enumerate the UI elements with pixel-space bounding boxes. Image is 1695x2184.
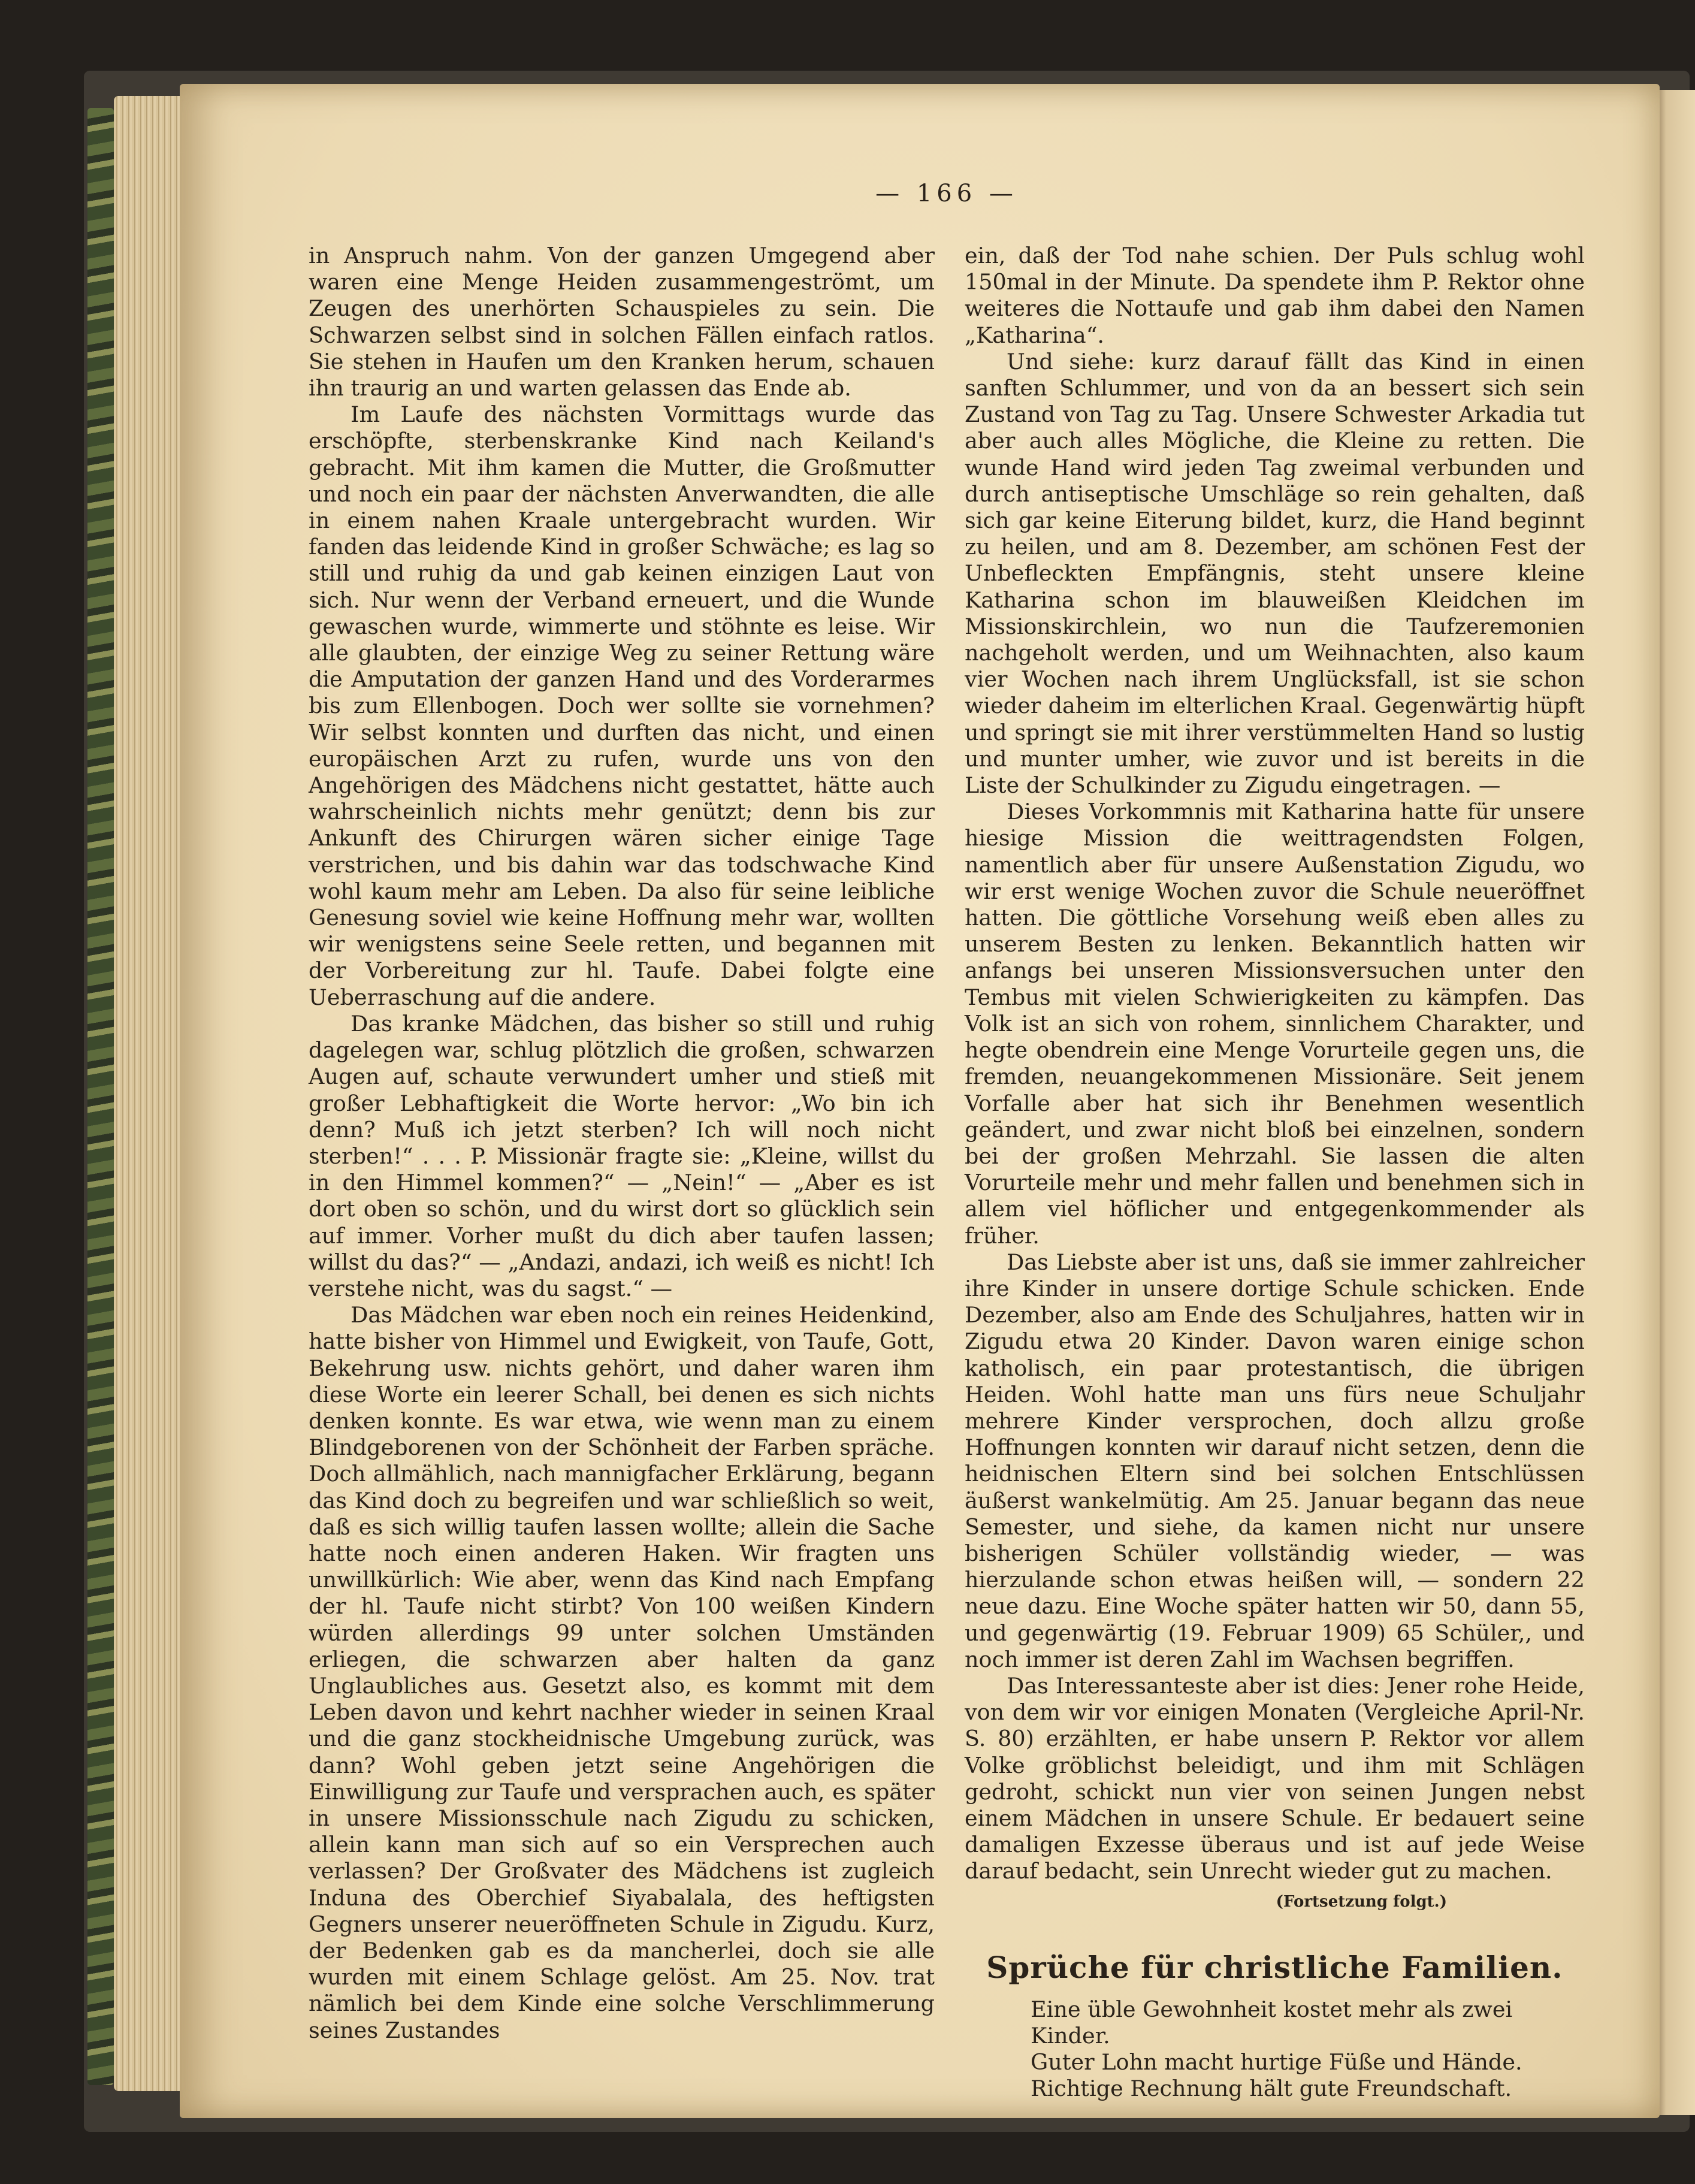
- sayings-section: [965, 1950, 1585, 2103]
- paragraph: Im Laufe des nächsten Vormittags wurde das erschöpfte, sterbenskranke Kind nach Keiland's gebracht. Mit ihm kamen die Mutter, die Großmutter und noch ein paar der nächsten Anverwandten, die alle in einem nahen Kraale untergebracht wurden. Wir fanden das leidende Kind in großer Schwäche; es lag so still und ruhig da und gab keinen einzigen Laut von sich. Nur wenn der Verband erneuert, und die Wunde gewaschen wurde, wimmerte und stöhnte es leise. Wir alle glaubten, der einzige Weg zu seiner Rettung wäre die Amputation der ganzen Hand und des Vorderarmes bis zum Ellenbogen. Doch wer sollte sie vornehmen? Wir selbst konnten und durften das nicht, und einen europäischen Arzt zu rufen, wurde uns von den Angehörigen des Mädchens nicht gestattet, hätte auch wahrscheinlich nichts mehr genützt; denn bis zur Ankunft des Chirurgen wären sicher einige Tage verstrichen, und bis dahin war das todschwache Kind wohl kaum mehr am Leben. Da also für seine leibliche Genesung soviel wie keine Hoffnung mehr war, wollten wir wenigstens seine Seele retten, und begannen mit der Vorbereitung zur hl. Taufe. Dabei folgte eine Ueberraschung auf die andere.: [309, 401, 935, 1010]
- paragraph: Das kranke Mädchen, das bisher so still und ruhig dagelegen war, schlug plötzlich die großen, schwarzen Augen auf, schaute verwundert umher und stieß mit großer Lebhaftigkeit die Worte hervor: „Wo bin ich denn? Muß ich jetzt sterben? Ich will noch nicht sterben!“ . . . P. Missionär fragte sie: „Kleine, willst du in den Himmel kommen?“ — „Nein!“ — „Aber es ist dort oben so schön, und du wirst dort so glücklich sein auf immer. Vorher mußt du dich aber taufen lassen; willst du das?“ — „Andazi, andazi, ich weiß es nicht! Ich verstehe nicht, was du sagst.“ —: [309, 1010, 935, 1301]
- paragraph: Das Liebste aber ist uns, daß sie immer zahlreicher ihre Kinder in unsere dortige Schule schicken. Ende Dezember, also am Ende des Schuljahres, hatten wir in Zigudu etwa 20 Kinder. Davon waren einige schon katholisch, ein paar protestantisch, die übrigen Heiden. Wohl hatte man uns fürs neue Schuljahr mehrere Kinder versprochen, doch allzu große Hoffnungen konnten wir darauf nicht setzen, denn die heidnischen Eltern sind bei solchen Entschlüssen äußerst wankelmütig. Am 25. Januar begann das neue Semester, und siehe, da kamen nicht nur unsere bisherigen Schüler vollständig wieder, — was hierzulande schon etwas heißen will, — sondern 22 neue dazu. Eine Woche später hatten wir 50, dann 55, und gegenwärtig (19. Februar 1909) 65 Schüler,, und noch immer ist deren Zahl im Wachsen begriffen.: [965, 1249, 1585, 1672]
- saying-line: Eine üble Gewohnheit kostet mehr als zwei Kinder.: [1031, 1996, 1513, 2049]
- saying-line: Richtige Rechnung hält gute Freundschaft.: [1031, 2076, 1512, 2102]
- page-number: — 166 —: [875, 180, 1018, 207]
- paragraph: in Anspruch nahm. Von der ganzen Umgegend aber waren eine Menge Heiden zusammengeströmt, um Zeugen des unerhörten Schauspieles zu sein. Die Schwarzen selbst sind in solchen Fällen einfach ratlos. Sie stehen in Haufen um den Kranken herum, schauen ihn traurig an und warten gelassen das Ende ab.: [309, 243, 935, 401]
- marbled-edge: [87, 108, 114, 2085]
- paragraph: Das Interessanteste aber ist dies: Jener rohe Heide, von dem wir vor einigen Monaten (Vergleiche April-Nr. S. 80) erzählten, er habe unsern P. Rektor vor allem Volke gröblichst beleidigt, und ihm mit Schlägen gedroht, schickt nun vier von seinen Jungen nebst einem Mädchen in unsere Schule. Er bedauert seine damaligen Exzesse überaus und ist auf jede Weise darauf bedacht, sein Unrecht wieder gut zu machen.: [965, 1672, 1585, 1884]
- saying-line: Guter Lohn macht hurtige Füße und Hände.: [1031, 2049, 1522, 2075]
- paragraph: Das Mädchen war eben noch ein reines Heidenkind, hatte bisher von Himmel und Ewigkeit, von Taufe, Gott, Bekehrung usw. nichts gehört, und daher waren ihm diese Worte ein leerer Schall, bei denen es sich nichts denken konnte. Es war etwa, wie wenn man zu einem Blindgeborenen von der Schönheit der Farben spräche. Doch allmählich, nach mannigfacher Erklärung, begann das Kind doch zu begreifen und war schließlich so weit, daß es sich willig taufen lassen wollte; allein die Sache hatte noch einen anderen Haken. Wir fragten uns unwillkürlich: Wie aber, wenn das Kind nach Empfang der hl. Taufe nicht stirbt? Von 100 weißen Kindern würden allerdings 99 unter solchen Umständen erliegen, die schwarzen aber halten da ganz Unglaubliches aus. Gesetzt also, es kommt mit dem Leben davon und kehrt nachher wieder in seinen Kraal und die ganz stockheidnische Umgebung zurück, was dann? Wohl geben jetzt seine Angehörigen die Einwilligung zur Taufe und versprachen auch, es später in unsere Missionsschule nach Zigudu zu schicken, allein kann man sich auf so ein Versprechen auch verlassen? Der Großvater des Mädchens ist zugleich Induna des Oberchief Siyabalala, des heftigsten Gegners unserer neueröffneten Schule in Zigudu. Kurz, der Bedenken gab es da mancherlei, doch sie alle wurden mit einem Schlage gelöst. Am 25. Nov. trat nämlich bei dem Kinde eine solche Verschlimmerung seines Zustandes: [309, 1302, 935, 2043]
- page-content: [309, 180, 1585, 2102]
- continued-note: (Fortsetzung folgt.): [1276, 1892, 1447, 1911]
- text-columns: [309, 243, 1585, 2102]
- sayings-title: Sprüche für christliche Familien.: [986, 1949, 1563, 1985]
- paragraph: ein, daß der Tod nahe schien. Der Puls schlug wohl 150mal in der Minute. Da spendete ihm P. Rektor ohne weiteres die Nottaufe und gab ihm dabei den Namen „Katharina“.: [965, 243, 1585, 348]
- paragraph: Und siehe: kurz darauf fällt das Kind in einen sanften Schlummer, und von da an bessert sich sein Zustand von Tag zu Tag. Unsere Schwester Arkadia tut aber auch alles Mögliche, die Kleine zu retten. Die wunde Hand wird jeden Tag zweimal verbunden und durch antiseptische Umschläge so rein gehalten, daß sich gar keine Eiterung bildet, kurz, die Hand beginnt zu heilen, und am 8. Dezember, am schönen Fest der Unbefleckten Empfängnis, steht unsere kleine Katharina schon im blauweißen Kleidchen im Missionskirchlein, wo nun die Taufzeremonien nachgeholt werden, und um Weihnachten, also kaum vier Wochen nach ihrem Unglücksfall, ist sie schon wieder daheim im elterlichen Kraal. Gegenwärtig hüpft und springt sie mit ihrer verstümmelten Hand so lustig und munter umher, wie zuvor und ist bereits in die Liste der Schulkinder zu Zigudu eingetragen. —: [965, 348, 1585, 799]
- right-column: [965, 243, 1585, 2102]
- paragraph: Dieses Vorkommnis mit Katharina hatte für unsere hiesige Mission die weittragendsten Folgen, namentlich aber für unsere Außenstation Zigudu, wo wir erst wenige Wochen zuvor die Schule neueröffnet hatten. Die göttliche Vorsehung weiß eben alles zu unserem Besten zu lenken. Bekanntlich hatten wir anfangs bei unseren Missionsversuchen unter den Tembus mit vielen Schwierigkeiten zu kämpfen. Das Volk ist an sich von rohem, sinnlichem Charakter, und hegte obendrein eine Menge Vorurteile gegen uns, die fremden, neuangekommenen Missionäre. Seit jenem Vorfalle aber hat sich ihr Benehmen wesentlich geändert, und zwar nicht bloß bei einzelnen, sondern bei der großen Mehrzahl. Sie lassen die alten Vorurteile mehr und mehr fallen und benehmen sich in allem viel höflicher und entgegenkommender als früher.: [965, 799, 1585, 1249]
- next-page-edge: [1654, 90, 1695, 2115]
- left-column: [309, 243, 935, 2052]
